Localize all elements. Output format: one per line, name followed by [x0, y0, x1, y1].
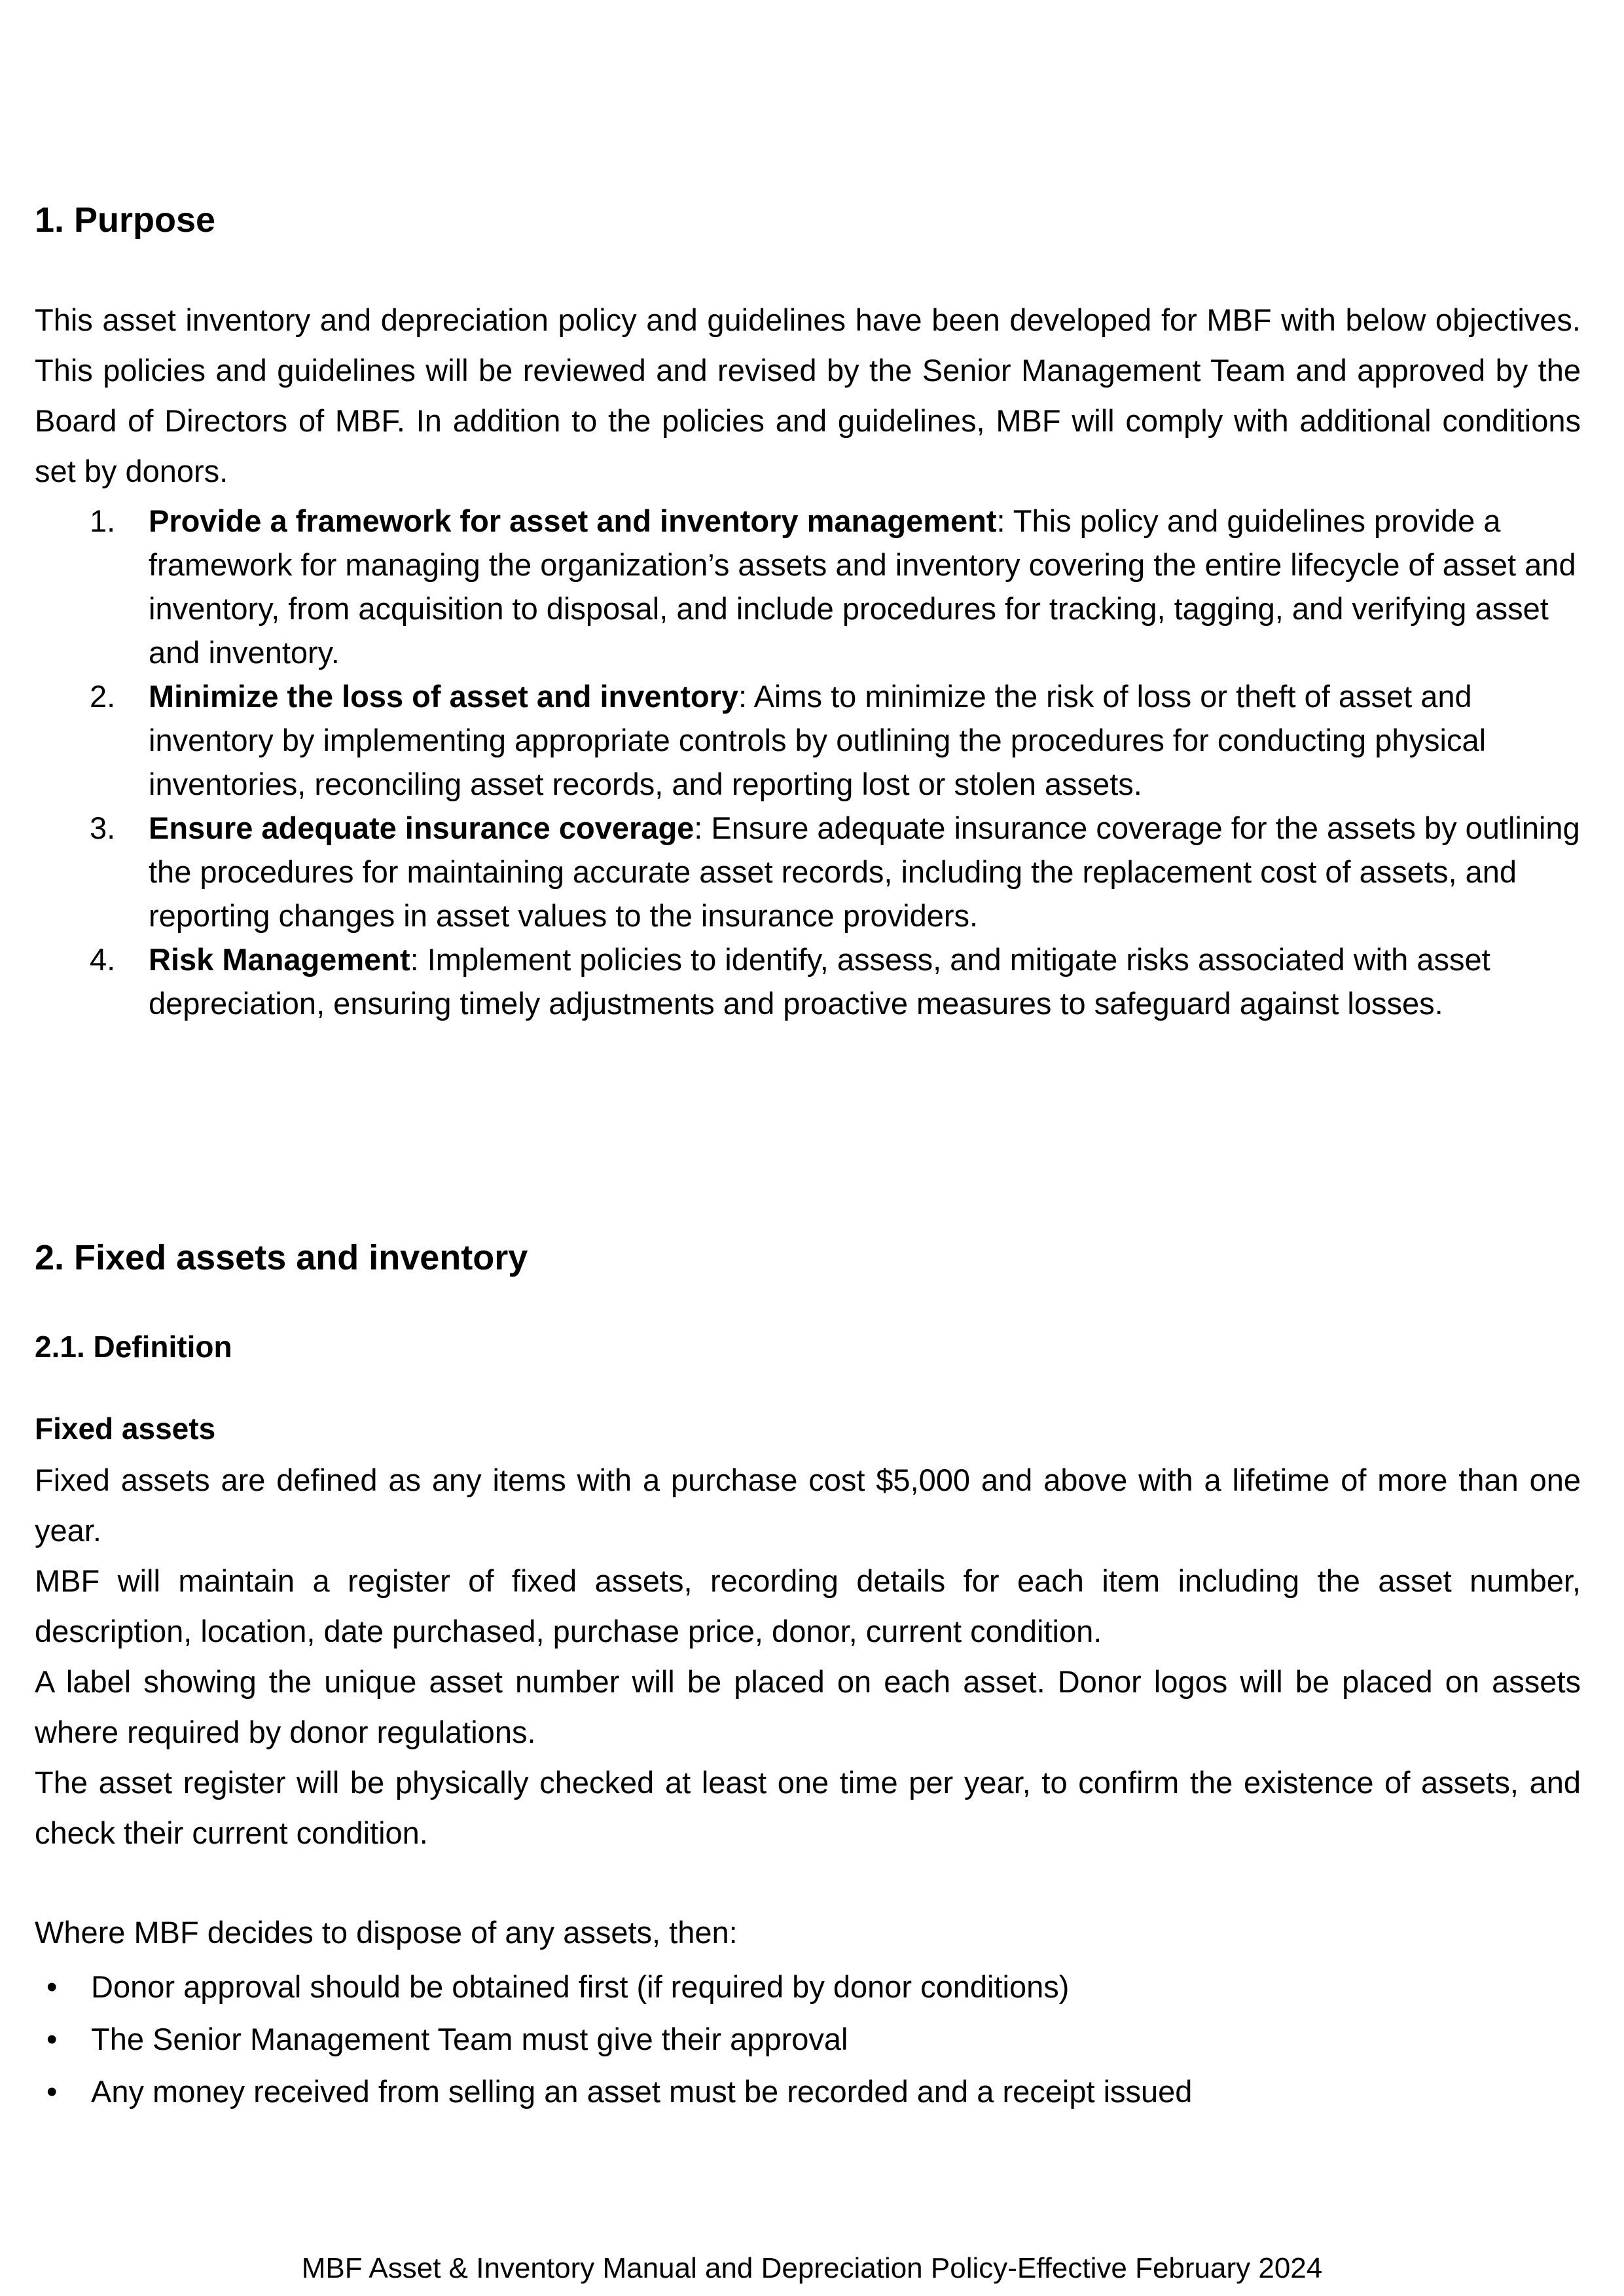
list-number: 2. [90, 679, 116, 714]
list-item [35, 806, 1581, 938]
objectives-list [35, 499, 1581, 1025]
paragraph: Fixed assets are defined as any items with a purchase cost $5,000 and above with a lifetime of more than one year. [35, 1463, 1581, 1548]
purpose-intro: This asset inventory and depreciation policy and guidelines have been developed for MBF with below objectives. This policies and guidelines will be reviewed and revised by the Senior Management Team and approved by the Board of Directors of MBF. In addition to the policies and guidelines, MBF will comply with additional conditions set by donors. [35, 302, 1581, 488]
objective-title: Provide a framework for asset and inventory management [149, 503, 997, 538]
disposal-step: Any money received from selling an asset must be recorded and a receipt issued [91, 2074, 1193, 2109]
objective-text: : Aims to minimize the risk of loss or theft of asset and inventory by implementing appropriate controls by outlining the procedures for conducting physical inventories, reconciling asset records, and reporting lost or stolen assets. [149, 679, 1487, 801]
list-number: 3. [90, 811, 116, 845]
list-item [35, 2066, 1581, 2118]
section-heading-fixed-assets: 2. Fixed assets and inventory [35, 1238, 528, 1277]
disposal-steps-list [35, 1961, 1581, 2118]
list-item [35, 2013, 1581, 2066]
section-heading-purpose: 1. Purpose [35, 200, 216, 240]
disposal-step: The Senior Management Team must give their approval [91, 2022, 848, 2056]
paragraph: The asset register will be physically checked at least one time per year, to confirm the existence of assets, and check their current condition. [35, 1765, 1581, 1850]
objective-text: : Ensure adequate insurance coverage for the assets by outlining the procedures for maintaining accurate asset records, including the replacement cost of assets, and reporting changes in asset values to the insurance providers. [149, 811, 1580, 933]
bullet-icon: • [46, 2022, 58, 2056]
disposal-intro: Where MBF decides to dispose of any assets, then: [35, 1915, 738, 1950]
page-footer: MBF Asset & Inventory Manual and Depreciation Policy-Effective February 2024 [301, 2252, 1323, 2284]
list-number: 1. [90, 503, 116, 538]
fixed-assets-label: Fixed assets [35, 1412, 216, 1446]
objective-title: Minimize the loss of asset and inventory [149, 679, 739, 714]
list-item [35, 499, 1581, 674]
objective-text: : Implement policies to identify, assess, and mitigate risks associated with asset depreciation, ensuring timely adjustments and proactive measures to safeguard against losses. [149, 942, 1490, 1021]
objective-text: : This policy and guidelines provide a framework for managing the organization’s assets and inventory covering the entire lifecycle of asset and inventory, from acquisition to disposal, and include procedures for tracking, tagging, and verifying asset and inventory. [149, 503, 1576, 670]
paragraph: MBF will maintain a register of fixed assets, recording details for each item including the asset number, description, location, date purchased, purchase price, donor, current condition. [35, 1563, 1581, 1649]
bullet-icon: • [46, 1969, 58, 2004]
objective-title: Risk Management [149, 942, 410, 977]
bullet-icon: • [46, 2074, 58, 2109]
disposal-step: Donor approval should be obtained first (if required by donor conditions) [91, 1969, 1070, 2004]
paragraph: A label showing the unique asset number will be placed on each asset. Donor logos will be placed on assets where required by donor regulations. [35, 1664, 1581, 1749]
list-item [35, 674, 1581, 806]
list-number: 4. [90, 942, 116, 977]
list-item [35, 1961, 1581, 2013]
list-item [35, 938, 1581, 1025]
fixed-assets-paragraphs [35, 1455, 1581, 1858]
objective-title: Ensure adequate insurance coverage [149, 811, 695, 845]
subsection-heading-definition: 2.1. Definition [35, 1330, 232, 1364]
